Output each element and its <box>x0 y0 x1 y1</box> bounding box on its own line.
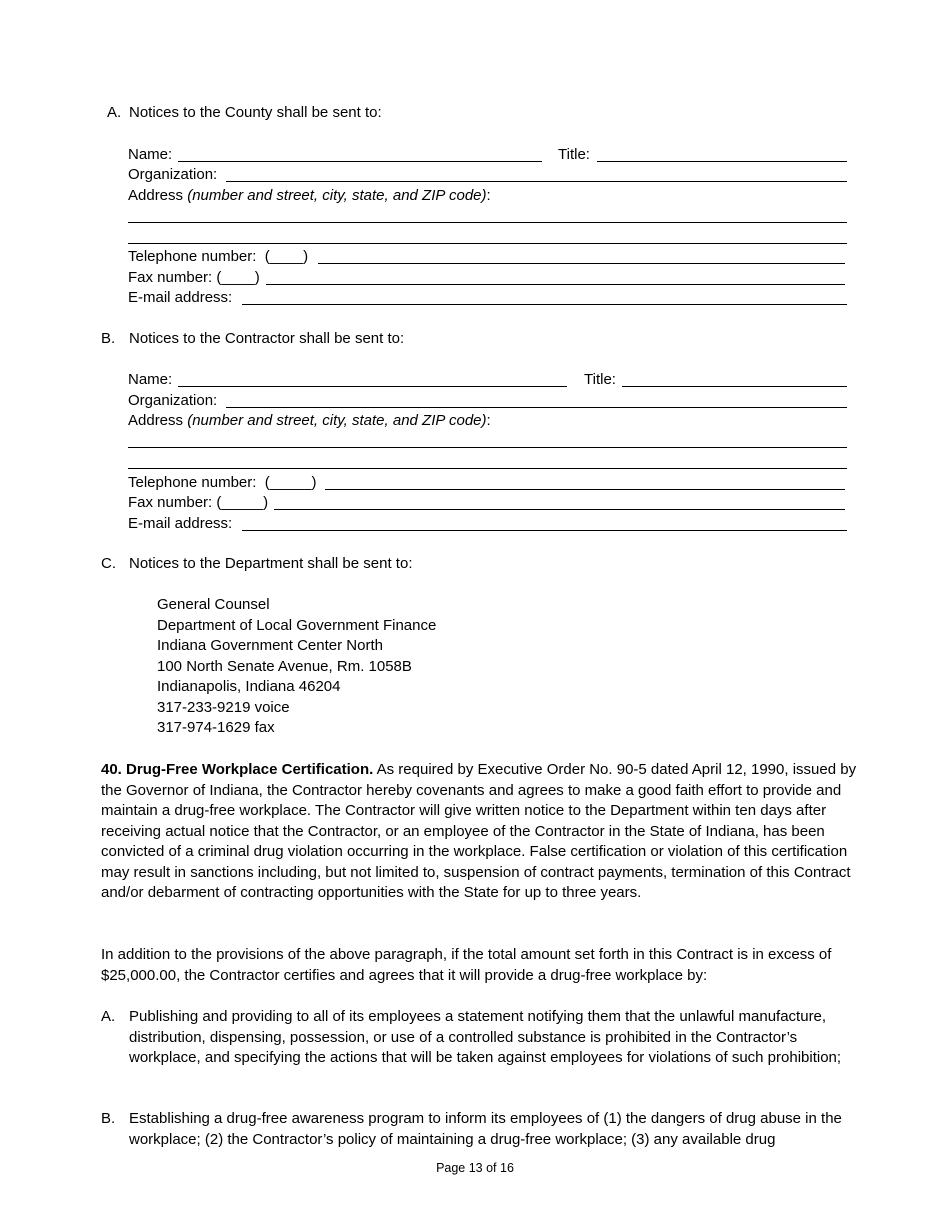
dept-phone-voice: 317-233-9219 voice <box>157 699 290 716</box>
dept-address-line: General Counsel <box>157 596 270 613</box>
section-a-heading: Notices to the County shall be sent to: <box>129 104 382 121</box>
b-title-field[interactable] <box>622 386 847 387</box>
b-org-field[interactable] <box>226 407 847 408</box>
a-name-field[interactable] <box>178 161 542 162</box>
a-org-field[interactable] <box>226 181 847 182</box>
dept-address-line: Indianapolis, Indiana 46204 <box>157 678 341 695</box>
dept-address-line: Indiana Government Center North <box>157 637 383 654</box>
b-phone-label: Telephone number: (_____) <box>128 474 317 491</box>
section-a-marker: A. <box>107 104 122 121</box>
section-b-marker: B. <box>101 330 116 347</box>
section-40-heading: 40. Drug-Free Workplace Certification. <box>101 761 374 778</box>
b-address-hint: (number and street, city, state, and ZIP code) <box>187 412 487 429</box>
b-phone-field[interactable] <box>325 489 845 490</box>
a-address-line-2[interactable] <box>128 243 847 244</box>
section-c-heading: Notices to the Department shall be sent to: <box>129 555 413 572</box>
b-address-label: Address (number and street, city, state, and ZIP code): <box>128 412 491 429</box>
page-number: Page 13 of 16 <box>436 1161 514 1175</box>
b-name-label: Name: <box>128 371 173 388</box>
list-marker-b: B. <box>101 1110 116 1127</box>
list-item-b: Establishing a drug-free awareness program to inform its employees of (1) the dangers of drug abuse in the workplace; (2) the Contractor’s policy of maintaining a drug-free workplace; (3) any available drug <box>129 1110 842 1148</box>
a-name-label: Name: <box>128 146 173 163</box>
a-email-field[interactable] <box>242 304 847 305</box>
a-title-field[interactable] <box>597 161 847 162</box>
section-c-marker: C. <box>101 555 116 572</box>
a-phone-label: Telephone number: (____) <box>128 248 309 265</box>
a-email-label: E-mail address: <box>128 289 233 306</box>
b-email-label: E-mail address: <box>128 515 233 532</box>
list-marker-a: A. <box>101 1008 116 1025</box>
a-address-label: Address (number and street, city, state, and ZIP code): <box>128 187 491 204</box>
dept-address-line: 100 North Senate Avenue, Rm. 1058B <box>157 658 412 675</box>
b-org-label: Organization: <box>128 392 218 409</box>
a-address-line-1[interactable] <box>128 222 847 223</box>
a-phone-field[interactable] <box>318 263 845 264</box>
list-item-a: Publishing and providing to all of its employees a statement notifying them that the unlawful manufacture, distribution, dispensing, possession, or use of a controlled substance is prohibited in the Contractor’s workplace, and specifying the actions that will be taken against employees for violations of such prohibition; <box>129 1008 842 1066</box>
b-fax-field[interactable] <box>274 509 845 510</box>
a-org-label: Organization: <box>128 166 218 183</box>
a-address-hint: (number and street, city, state, and ZIP code) <box>187 187 487 204</box>
b-fax-label: Fax number: (_____) <box>128 494 269 511</box>
b-email-field[interactable] <box>242 530 847 531</box>
b-address-line-1[interactable] <box>128 447 847 448</box>
b-title-label: Title: <box>584 371 616 388</box>
section-40-body: As required by Executive Order No. 90-5 dated April 12, 1990, issued by the Governor of Indiana, the Contractor hereby covenants and agrees to make a good faith effort to provide and maintain a drug-free workplace. The Contractor will give written notice to the Department within ten days after receiving actual notice that the Contractor, or an employee of the Contractor in the State of Indiana, has been convicted of a criminal drug violation occurring in the workplace. False certification or violation of this certification may result in sanctions including, but not limited to, suspension of contract payments, termination of this Contract and/or debarment of contracting opportunities with the State for up to three years. <box>101 761 857 901</box>
additional-provisions-paragraph: In addition to the provisions of the above paragraph, if the total amount set forth in this Contract is in excess of $25,000.00, the Contractor certifies and agrees that it will provide a drug-free workplace by: <box>101 946 832 984</box>
dept-phone-fax: 317-974-1629 fax <box>157 719 275 736</box>
b-address-line-2[interactable] <box>128 468 847 469</box>
a-fax-field[interactable] <box>266 284 845 285</box>
dept-address-line: Department of Local Government Finance <box>157 617 437 634</box>
drug-free-paragraph <box>101 760 861 904</box>
a-title-label: Title: <box>558 146 590 163</box>
a-fax-label: Fax number: (____) <box>128 269 260 286</box>
b-name-field[interactable] <box>178 386 567 387</box>
section-b-heading: Notices to the Contractor shall be sent to: <box>129 330 405 347</box>
